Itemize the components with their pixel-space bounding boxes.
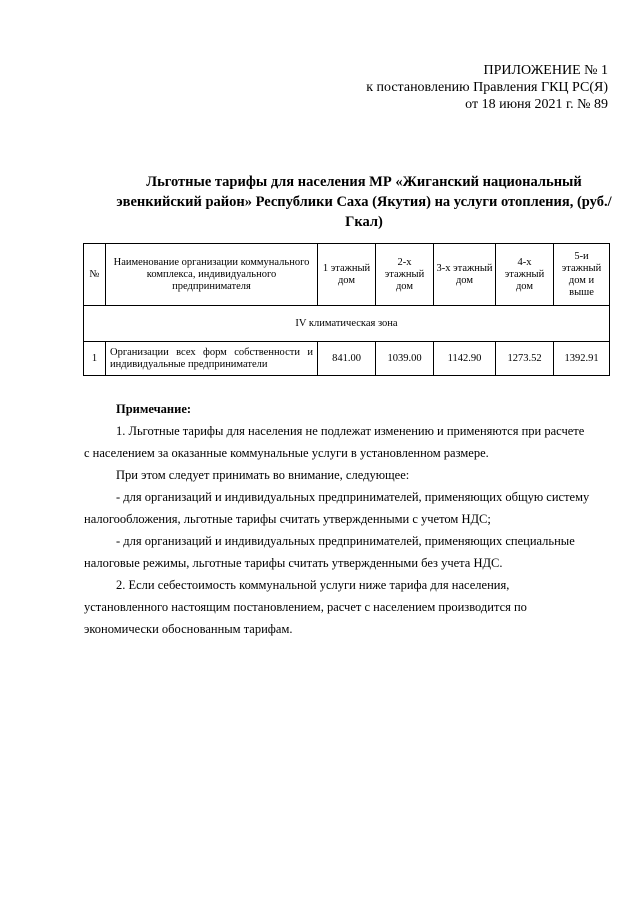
row-value-floor-2: 1039.00 xyxy=(376,342,434,376)
header-floor-1: 1 этажный дом xyxy=(318,244,376,306)
note-general-tax-lead: - для организаций и индивидуальных предпринимателей, применяющих общую систему xyxy=(116,490,590,504)
note-2-rest: экономически обоснованным тарифам. xyxy=(84,622,293,636)
note-1-rest: с населением за оказанные коммунальные услуги в установленном размере. xyxy=(84,446,489,460)
note-2-mid: установленного настоящим постановлением, расчет с населением производится по xyxy=(84,600,527,614)
header-num: № xyxy=(84,244,106,306)
table-header-row xyxy=(84,244,610,306)
notes-section xyxy=(84,398,608,640)
header-floor-5: 5-и этажный дом и выше xyxy=(554,244,610,306)
row-num: 1 xyxy=(84,342,106,376)
appendix-reference: к постановлению Правления ГКЦ РС(Я) xyxy=(366,80,608,95)
climate-zone: IV климатическая зона xyxy=(84,306,610,342)
header-floor-4: 4-х этажный дом xyxy=(496,244,554,306)
document-title: Льготные тарифы для населения МР «Жиганский национальный эвенкийский район» Республики Саха (Якутия) на услуги отопления, (руб./Гкал) xyxy=(116,174,612,230)
row-org-name: Организации всех форм собственности и индивидуальные предприниматели xyxy=(106,342,318,376)
table-row xyxy=(84,342,610,376)
tariff-table xyxy=(83,243,610,376)
header-floor-3: 3-х этажный дом xyxy=(434,244,496,306)
row-value-floor-5: 1392.91 xyxy=(554,342,610,376)
row-value-floor-4: 1273.52 xyxy=(496,342,554,376)
note-special-tax-lead: - для организаций и индивидуальных предпринимателей, применяющих специальные xyxy=(116,534,575,548)
row-value-floor-1: 841.00 xyxy=(318,342,376,376)
note-2-lead: 2. Если себестоимость коммунальной услуги ниже тарифа для населения, xyxy=(116,578,510,592)
header-org-name: Наименование организации коммунального комплекса, индивидуального предпринимателя xyxy=(106,244,318,306)
note-consider: При этом следует принимать во внимание, следующее: xyxy=(116,468,410,482)
note-1-lead: 1. Льготные тарифы для населения не подлежат изменению и применяются при расчете xyxy=(116,424,585,438)
climate-zone-row xyxy=(84,306,610,342)
header-floor-2: 2-х этажный дом xyxy=(376,244,434,306)
note-special-tax-rest: налоговые режимы, льготные тарифы считать утвержденными без учета НДС. xyxy=(84,556,503,570)
appendix-date: от 18 июня 2021 г. № 89 xyxy=(465,97,608,112)
note-general-tax-rest: налогообложения, льготные тарифы считать утвержденными с учетом НДС; xyxy=(84,512,491,526)
appendix-number: ПРИЛОЖЕНИЕ № 1 xyxy=(483,63,608,78)
notes-heading: Примечание: xyxy=(116,402,192,416)
row-value-floor-3: 1142.90 xyxy=(434,342,496,376)
appendix-header xyxy=(366,62,608,113)
